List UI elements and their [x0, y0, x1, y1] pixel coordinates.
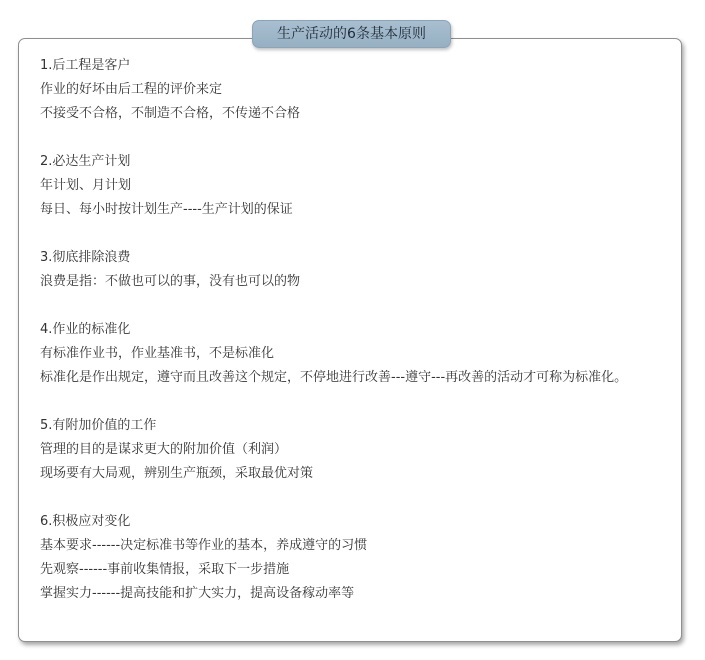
principle-heading: 3.彻底排除浪费 [40, 250, 131, 265]
principle-text: 先观察------事前收集情报，采取下一步措施 [40, 562, 290, 577]
principle-section-3 [40, 246, 670, 294]
principle-text: 不接受不合格，不制造不合格，不传递不合格 [40, 106, 301, 121]
principle-text: 年计划、月计划 [40, 178, 132, 193]
principle-text: 浪费是指：不做也可以的事，没有也可以的物 [40, 274, 301, 289]
principle-heading: 2.必达生产计划 [40, 154, 131, 169]
principle-text: 掌握实力------提高技能和扩大实力，提高设备稼动率等 [40, 586, 355, 601]
principle-heading: 1.后工程是客户 [40, 58, 131, 73]
principle-heading: 4.作业的标准化 [40, 322, 131, 337]
principles-content [40, 54, 670, 630]
principle-text: 管理的目的是谋求更大的附加价值（利润） [40, 442, 288, 457]
principle-heading: 6.积极应对变化 [40, 514, 131, 529]
principle-section-5 [40, 414, 670, 486]
principle-text: 标准化是作出规定，遵守而且改善这个规定，不停地进行改善---遵守---再改善的活动才可称为标准化。 [40, 370, 628, 385]
principle-text: 基本要求------决定标准书等作业的基本，养成遵守的习惯 [40, 538, 368, 553]
title-tab [252, 20, 451, 48]
principle-section-2 [40, 150, 670, 222]
principle-heading: 5.有附加价值的工作 [40, 418, 157, 433]
principle-text: 作业的好坏由后工程的评价来定 [40, 82, 223, 97]
principle-text: 每日、每小时按计划生产----生产计划的保证 [40, 202, 293, 217]
principle-text: 有标准作业书，作业基准书，不是标准化 [40, 346, 275, 361]
page-title: 生产活动的6条基本原则 [277, 26, 426, 42]
principle-text: 现场要有大局观，辨别生产瓶颈，采取最优对策 [40, 466, 314, 481]
principle-section-6 [40, 510, 670, 606]
principle-section-4 [40, 318, 670, 390]
principle-section-1 [40, 54, 670, 126]
